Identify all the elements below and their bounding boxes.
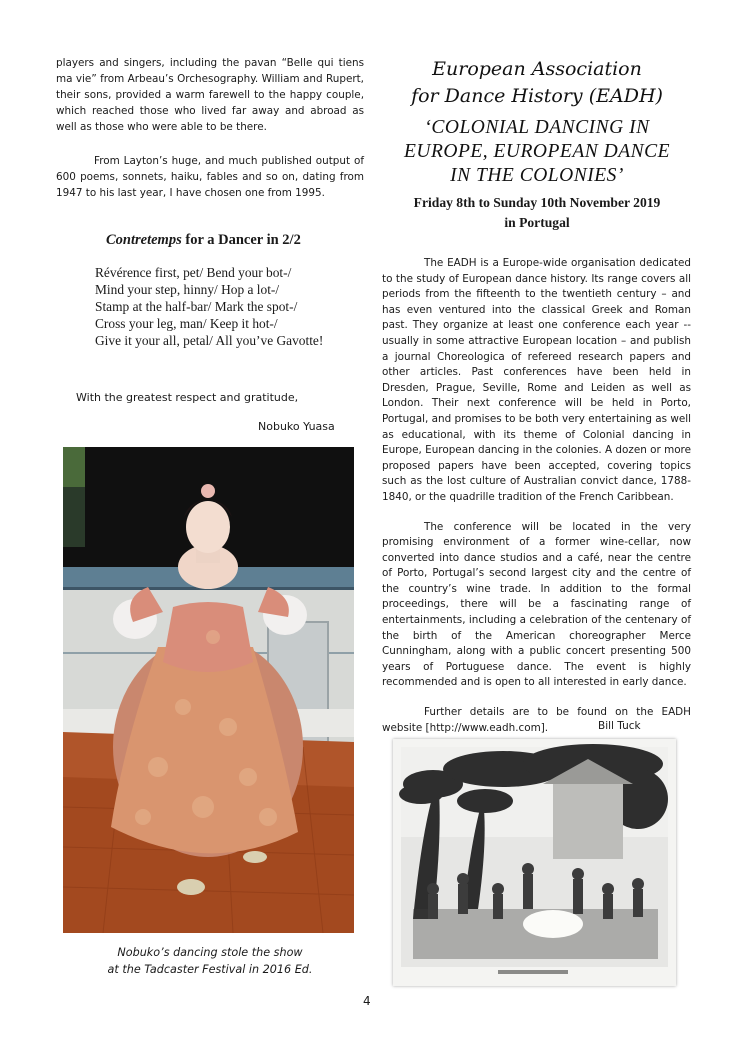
conference-title-line: IN THE COLONIES’ bbox=[450, 165, 624, 186]
poem-title bbox=[106, 232, 301, 249]
poem bbox=[95, 264, 323, 349]
poem-line: Mind your step, hinny/ Hop a lot-/ bbox=[95, 282, 280, 297]
paragraph-website: Further details are to be found on the EADH website [http://www.eadh.com]. bbox=[382, 706, 691, 734]
dates-line: Friday 8th to Sunday 10th November 2019 bbox=[413, 195, 661, 210]
paragraph-layton: From Layton’s huge, and much published output of 600 poems, sonnets, haiku, fables and so on, dating from 1947 to his last year, I have chosen one from 1995. bbox=[56, 155, 364, 199]
paragraph-eadh: The EADH is a Europe-wide organisation dedicated to the study of European dance history. Its range covers all periods from the fifteenth to the twentieth century – and has even ventured into the classical Greek and Roman past. They organize at least one conference each year -- usually in some attractive European location – and publish a journal Choreologica of refereed research papers and other articles. Past conferences have been held in Dresden, Prague, Seville, Rome and Leiden as well as London. Their next conference will be held in Porto, Portugal, and promises to be both very entertaining as well as educational, with its theme of Colonial dancing in Europe, European dancing in the colonies. A dozen or more proposed papers have been accepted, covering topics such as the lost culture of Australian convict dance, 1788-1840, or the quadrille tradition of the French Caribbean. bbox=[382, 257, 691, 503]
conference-title-line: ‘COLONIAL DANCING IN bbox=[424, 117, 650, 138]
location-line: in Portugal bbox=[504, 215, 570, 230]
caption-line: Nobuko’s dancing stole the show bbox=[117, 946, 303, 959]
poem-line: Give it your all, petal/ All you’ve Gavotte! bbox=[95, 333, 324, 348]
poem-title-rest: for a Dancer in 2/2 bbox=[181, 232, 301, 248]
association-abbrev: for Dance History (EADH) bbox=[411, 85, 663, 107]
caption-line: at the Tadcaster Festival in 2016 Ed. bbox=[107, 963, 313, 976]
poem-title-italic: Contretemps bbox=[106, 232, 182, 248]
conference-title bbox=[382, 116, 692, 188]
poem-line: Cross your leg, man/ Keep it hot-/ bbox=[95, 316, 278, 331]
conference-title-line: EUROPE, EUROPEAN DANCE bbox=[403, 141, 671, 162]
engraving-image bbox=[393, 739, 676, 986]
closing-line: With the greatest respect and gratitude, bbox=[76, 391, 299, 404]
right-column-text bbox=[382, 256, 691, 750]
association-name: European Association bbox=[432, 58, 642, 80]
left-column-text bbox=[56, 55, 364, 201]
paragraph-venue: The conference will be located in the very promising environment of a former wine-cellar, now converted into dance studios and a café, near the centre of Porto, Portugal’s second largest city and the centre of the country’s wine trade. In addition to the formal proceedings, there will be a fascinating range of entertainments, including a celebration of the centenary of the birth of the American choreographer Merce Cunningham, along with a public concert presenting 500 years of Portuguese dance. The event is highly recommended and is open to all interested in early dance. bbox=[382, 520, 691, 689]
poem-line: Stamp at the half-bar/ Mark the spot-/ bbox=[95, 299, 298, 314]
paragraph-wedding: players and singers, including the pavan “Belle qui tiens ma vie” from Arbeau’s Orchesography. William and Rupert, their sons, provided a warm farewell to the happy couple, which reached those who lived far away and abroad as well as those who were able to be there. bbox=[56, 57, 364, 133]
page-number: 4 bbox=[363, 994, 371, 1008]
association-heading bbox=[382, 56, 692, 110]
conference-dates bbox=[382, 193, 692, 233]
dancer-photo bbox=[63, 447, 354, 933]
author-nobuko: Nobuko Yuasa bbox=[258, 420, 335, 433]
author-bill-tuck: Bill Tuck bbox=[598, 720, 641, 732]
photo-caption bbox=[80, 944, 340, 978]
poem-line: Révérence first, pet/ Bend your bot-/ bbox=[95, 265, 292, 280]
